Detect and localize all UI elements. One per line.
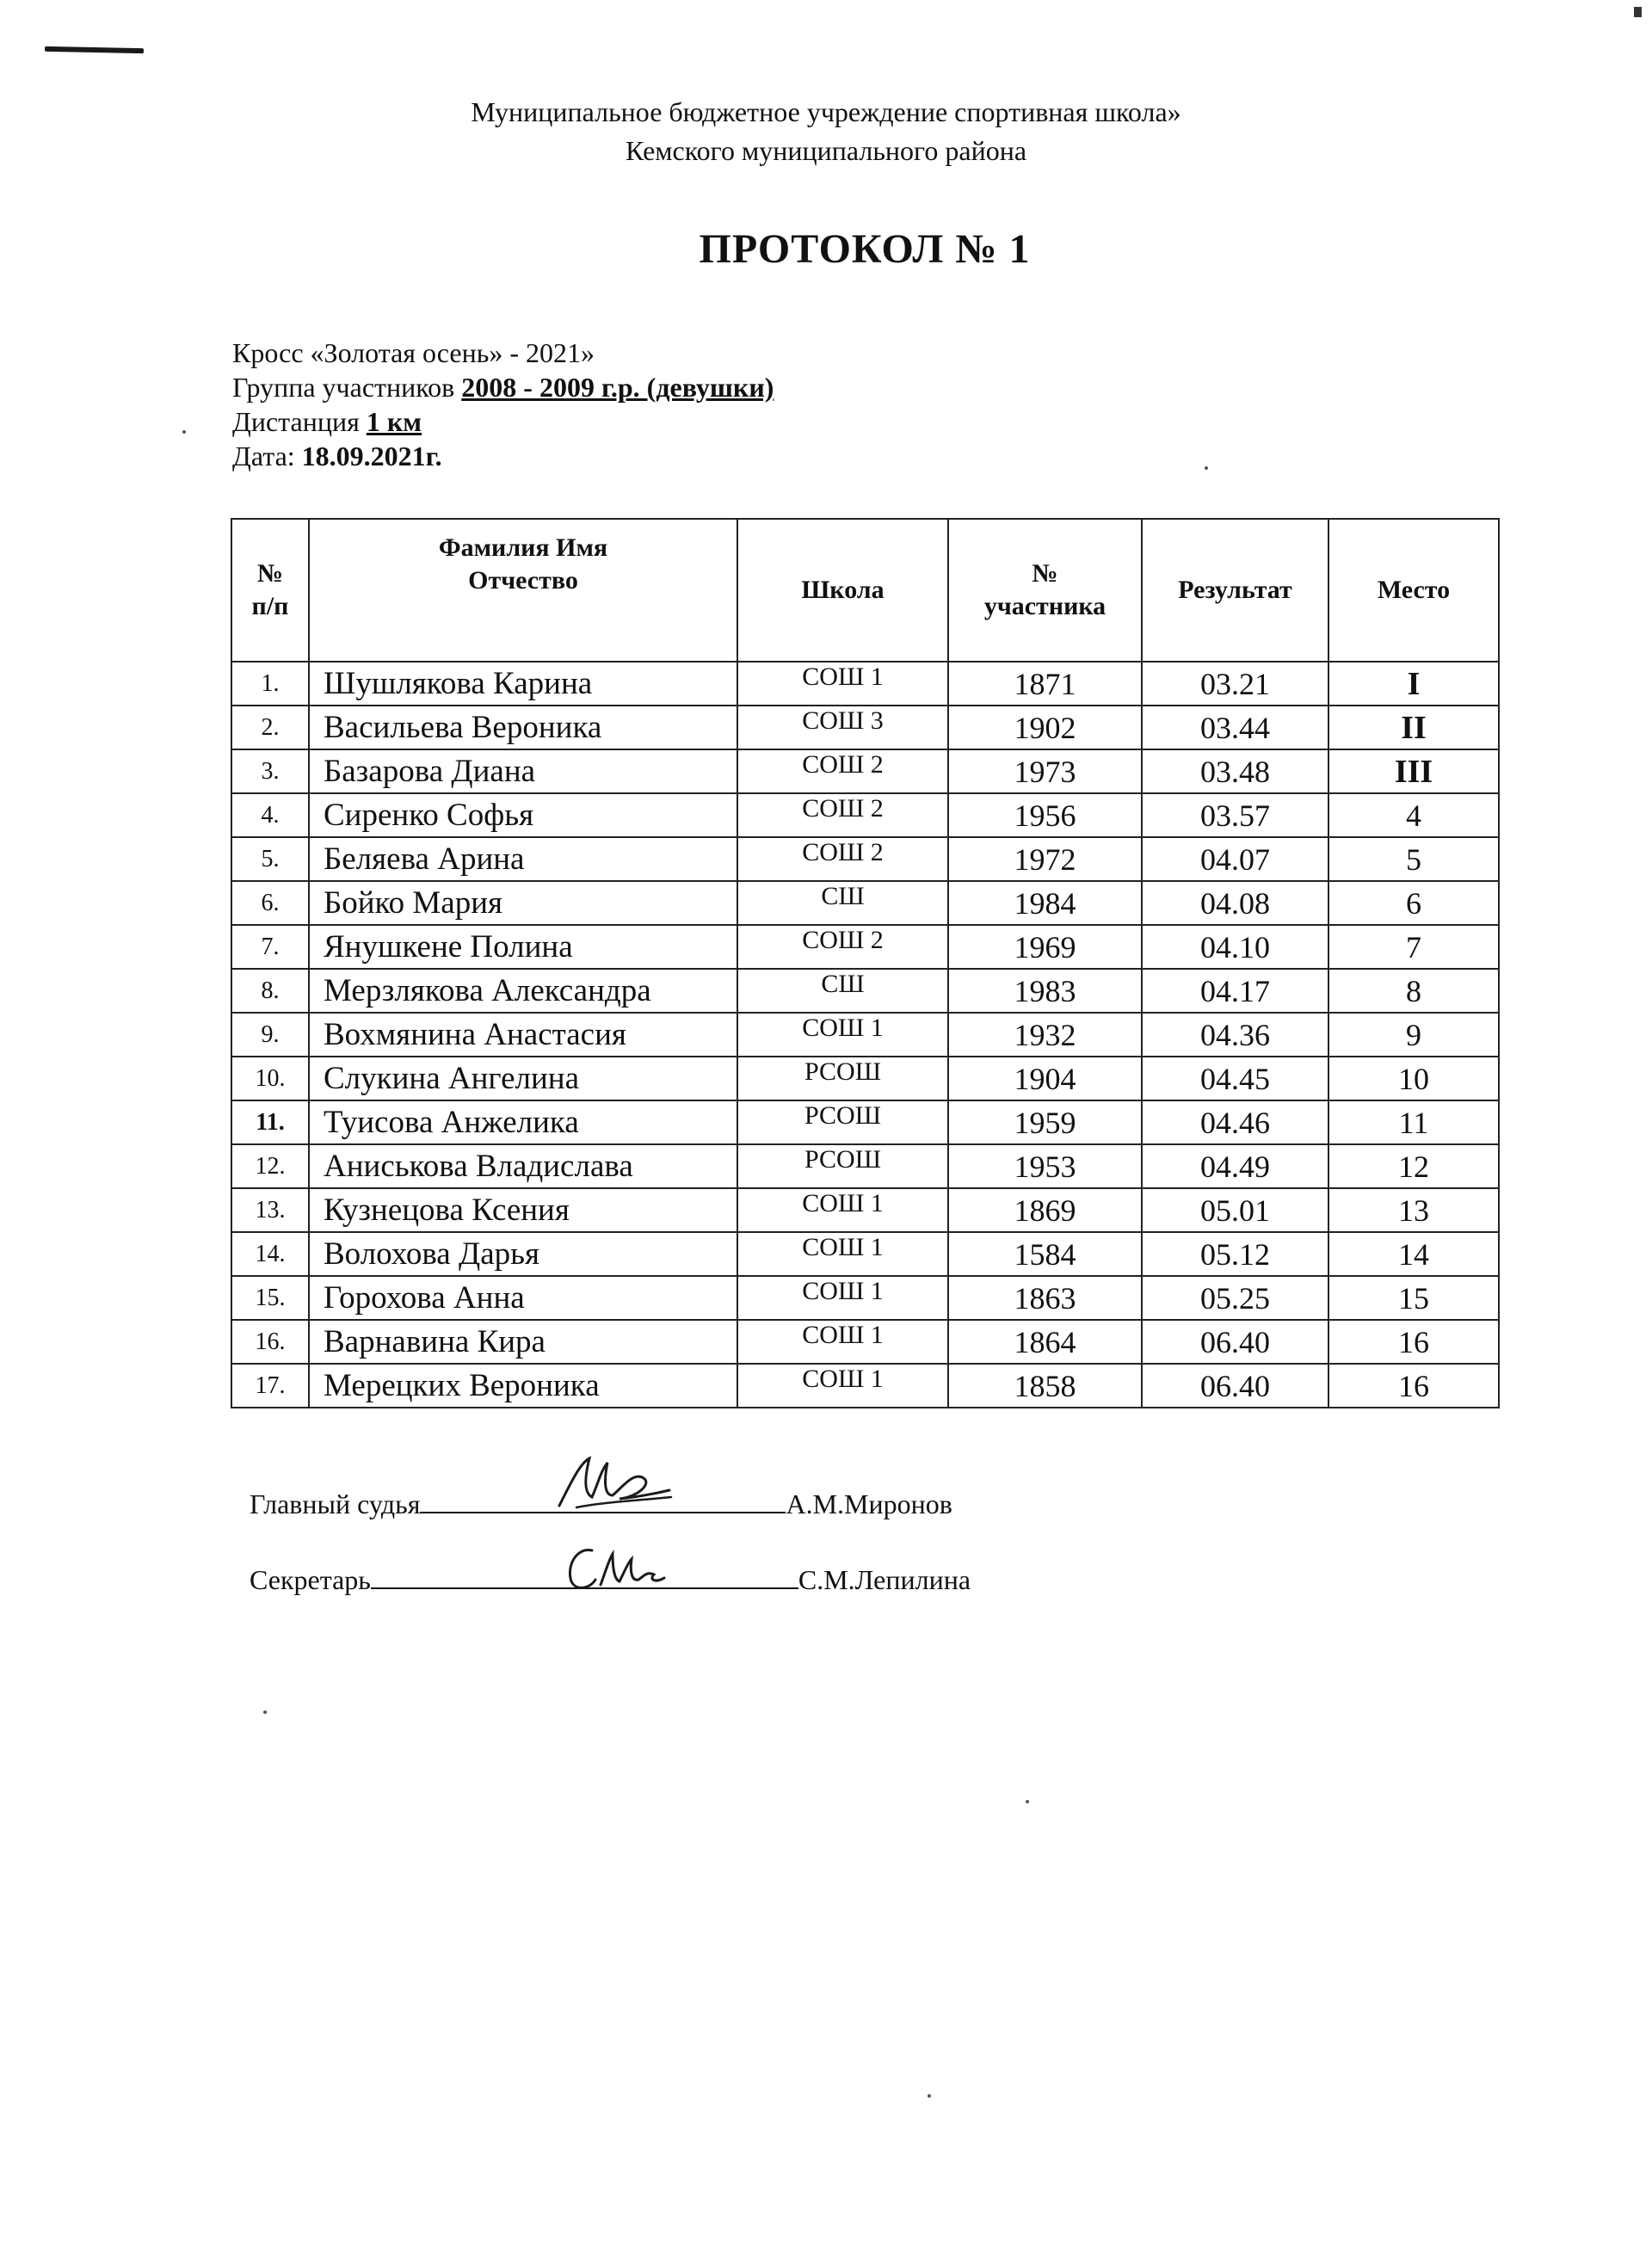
scan-speck — [1026, 1800, 1029, 1803]
result-cell: 05.01 — [1142, 1188, 1328, 1232]
participant-name-cell: Базарова Диана — [309, 749, 737, 793]
school-cell: СОШ 2 — [737, 837, 948, 881]
participant-number-cell: 1932 — [948, 1013, 1142, 1057]
row-number-cell: 2. — [231, 706, 309, 749]
participant-name-cell: Вохмянина Анастасия — [309, 1013, 737, 1057]
scan-mark — [45, 46, 144, 53]
result-cell: 04.46 — [1142, 1100, 1328, 1144]
result-cell: 03.48 — [1142, 749, 1328, 793]
organization-header — [0, 93, 1652, 170]
table-row — [231, 749, 1499, 793]
distance-label: Дистанция — [232, 406, 360, 437]
table-row — [231, 1364, 1499, 1408]
participant-number-cell: 1969 — [948, 925, 1142, 969]
table-row — [231, 1188, 1499, 1232]
organization-line-2: Кемского муниципального района — [625, 135, 1027, 166]
participant-number-cell: 1869 — [948, 1188, 1142, 1232]
row-number-cell: 15. — [231, 1276, 309, 1320]
row-number-cell: 8. — [231, 969, 309, 1013]
place-cell: 10 — [1328, 1057, 1499, 1100]
header-full-name-line-2: Отчество — [468, 566, 578, 595]
participant-name-cell: Аниськова Владислава — [309, 1144, 737, 1188]
place-cell: 16 — [1328, 1320, 1499, 1364]
school-cell: СОШ 2 — [737, 749, 948, 793]
participant-group — [232, 370, 774, 404]
row-number-cell: 12. — [231, 1144, 309, 1188]
participant-number-cell: 1953 — [948, 1144, 1142, 1188]
result-cell: 03.57 — [1142, 793, 1328, 837]
school-cell: СШ — [737, 969, 948, 1013]
group-label: Группа участников — [232, 372, 455, 403]
participant-number-cell: 1858 — [948, 1364, 1142, 1408]
place-cell: II — [1328, 706, 1499, 749]
participant-number-cell: 1902 — [948, 706, 1142, 749]
row-number-cell: 14. — [231, 1232, 309, 1276]
table-row — [231, 1144, 1499, 1188]
scan-mark — [1634, 7, 1642, 17]
row-number-cell: 16. — [231, 1320, 309, 1364]
result-cell: 03.21 — [1142, 662, 1328, 706]
participant-name-cell: Туисова Анжелика — [309, 1100, 737, 1144]
place-cell: 8 — [1328, 969, 1499, 1013]
header-result: Результат — [1142, 519, 1328, 662]
participant-name-cell: Шушлякова Карина — [309, 662, 737, 706]
row-number-cell: 1. — [231, 662, 309, 706]
school-cell: СОШ 1 — [737, 662, 948, 706]
table-row — [231, 1276, 1499, 1320]
date-value: 18.09.2021г. — [301, 441, 442, 471]
chief-judge-name: А.М.Миронов — [786, 1488, 952, 1519]
table-row — [231, 1232, 1499, 1276]
participant-name-cell: Беляева Арина — [309, 837, 737, 881]
school-cell: СОШ 1 — [737, 1320, 948, 1364]
header-place: Место — [1328, 519, 1499, 662]
participant-number-cell: 1904 — [948, 1057, 1142, 1100]
result-cell: 06.40 — [1142, 1320, 1328, 1364]
date-label: Дата: — [232, 441, 295, 471]
organization-line-1: Муниципальное бюджетное учреждение спортивная школа» — [471, 96, 1181, 127]
table-header-row — [231, 519, 1499, 662]
school-cell: РСОШ — [737, 1057, 948, 1100]
result-cell: 04.17 — [1142, 969, 1328, 1013]
participant-number-cell: 1864 — [948, 1320, 1142, 1364]
table-row — [231, 1100, 1499, 1144]
table-row — [231, 1320, 1499, 1364]
result-cell: 04.08 — [1142, 881, 1328, 925]
school-cell: СШ — [737, 881, 948, 925]
result-cell: 06.40 — [1142, 1364, 1328, 1408]
place-cell: 6 — [1328, 881, 1499, 925]
chief-judge-label: Главный судья — [250, 1488, 421, 1519]
row-number-cell: 3. — [231, 749, 309, 793]
group-value: 2008 - 2009 г.р. (девушки) — [461, 372, 774, 403]
row-number-cell: 7. — [231, 925, 309, 969]
table-row — [231, 925, 1499, 969]
event-details — [232, 336, 774, 473]
school-cell: СОШ 1 — [737, 1276, 948, 1320]
participant-name-cell: Горохова Анна — [309, 1276, 737, 1320]
header-full-name — [309, 519, 737, 662]
place-cell: 4 — [1328, 793, 1499, 837]
participant-number-cell: 1972 — [948, 837, 1142, 881]
result-cell: 03.44 — [1142, 706, 1328, 749]
school-cell: СОШ 3 — [737, 706, 948, 749]
row-number-cell: 5. — [231, 837, 309, 881]
scan-speck — [928, 2094, 931, 2098]
participant-name-cell: Бойко Мария — [309, 881, 737, 925]
row-number-cell: 11. — [231, 1100, 309, 1144]
event-date — [232, 439, 774, 473]
scan-speck — [263, 1710, 267, 1714]
row-number-cell: 13. — [231, 1188, 309, 1232]
result-cell: 04.36 — [1142, 1013, 1328, 1057]
place-cell: 16 — [1328, 1364, 1499, 1408]
result-cell: 04.07 — [1142, 837, 1328, 881]
place-cell: 9 — [1328, 1013, 1499, 1057]
result-cell: 05.25 — [1142, 1276, 1328, 1320]
participant-number-cell: 1956 — [948, 793, 1142, 837]
result-cell: 04.10 — [1142, 925, 1328, 969]
table-row — [231, 662, 1499, 706]
results-table-body — [231, 662, 1499, 1408]
place-cell: 11 — [1328, 1100, 1499, 1144]
place-cell: 15 — [1328, 1276, 1499, 1320]
participant-name-cell: Слукина Ангелина — [309, 1057, 737, 1100]
place-cell: 13 — [1328, 1188, 1499, 1232]
row-number-cell: 6. — [231, 881, 309, 925]
secretary-label: Секретарь — [250, 1564, 371, 1595]
table-row — [231, 1057, 1499, 1100]
school-cell: СОШ 1 — [737, 1232, 948, 1276]
school-cell: РСОШ — [737, 1144, 948, 1188]
table-row — [231, 969, 1499, 1013]
result-cell: 05.12 — [1142, 1232, 1328, 1276]
place-cell: 14 — [1328, 1232, 1499, 1276]
participant-number-cell: 1983 — [948, 969, 1142, 1013]
header-row-number-line-1: № — [256, 559, 284, 588]
participant-name-cell: Мерзлякова Александра — [309, 969, 737, 1013]
participant-name-cell: Сиренко Софья — [309, 793, 737, 837]
table-row — [231, 837, 1499, 881]
place-cell: 12 — [1328, 1144, 1499, 1188]
distance — [232, 404, 774, 439]
scan-speck — [1205, 466, 1208, 470]
header-row-number — [231, 519, 309, 662]
school-cell: СОШ 1 — [737, 1364, 948, 1408]
table-row — [231, 881, 1499, 925]
school-cell: СОШ 2 — [737, 793, 948, 837]
header-participant-number — [948, 519, 1142, 662]
school-cell: СОШ 1 — [737, 1188, 948, 1232]
table-row — [231, 706, 1499, 749]
result-cell: 04.49 — [1142, 1144, 1328, 1188]
participant-name-cell: Янушкене Полина — [309, 925, 737, 969]
participant-number-cell: 1584 — [948, 1232, 1142, 1276]
event-name: Кросс «Золотая осень» - 2021» — [232, 337, 595, 368]
school-cell: СОШ 2 — [737, 925, 948, 969]
participant-name-cell: Волохова Дарья — [309, 1232, 737, 1276]
header-school: Школа — [737, 519, 948, 662]
participant-number-cell: 1984 — [948, 881, 1142, 925]
header-participant-number-line-1: № — [1032, 559, 1058, 588]
participant-name-cell: Варнавина Кира — [309, 1320, 737, 1364]
secretary-name: С.М.Лепилина — [798, 1564, 971, 1595]
result-cell: 04.45 — [1142, 1057, 1328, 1100]
results-table — [231, 518, 1500, 1408]
participant-name-cell: Кузнецова Ксения — [309, 1188, 737, 1232]
participant-number-cell: 1959 — [948, 1100, 1142, 1144]
participant-number-cell: 1871 — [948, 662, 1142, 706]
document-title: ПРОТОКОЛ № 1 — [699, 226, 1031, 272]
row-number-cell: 17. — [231, 1364, 309, 1408]
table-row — [231, 1013, 1499, 1057]
participant-name-cell: Мерецких Вероника — [309, 1364, 737, 1408]
place-cell: I — [1328, 662, 1499, 706]
header-full-name-line-1: Фамилия Имя — [438, 533, 608, 562]
row-number-cell: 4. — [231, 793, 309, 837]
participant-number-cell: 1973 — [948, 749, 1142, 793]
header-row-number-line-2: п/п — [251, 592, 289, 620]
school-cell: РСОШ — [737, 1100, 948, 1144]
participant-name-cell: Васильева Вероника — [309, 706, 737, 749]
table-row — [231, 793, 1499, 837]
scan-speck — [182, 430, 186, 434]
secretary-signature — [559, 1540, 671, 1600]
place-cell: 5 — [1328, 837, 1499, 881]
row-number-cell: 9. — [231, 1013, 309, 1057]
place-cell: 7 — [1328, 925, 1499, 969]
participant-number-cell: 1863 — [948, 1276, 1142, 1320]
chief-judge-signature — [551, 1445, 680, 1523]
row-number-cell: 10. — [231, 1057, 309, 1100]
place-cell: III — [1328, 749, 1499, 793]
distance-value: 1 км — [366, 406, 422, 437]
header-participant-number-line-2: участника — [983, 592, 1106, 620]
school-cell: СОШ 1 — [737, 1013, 948, 1057]
